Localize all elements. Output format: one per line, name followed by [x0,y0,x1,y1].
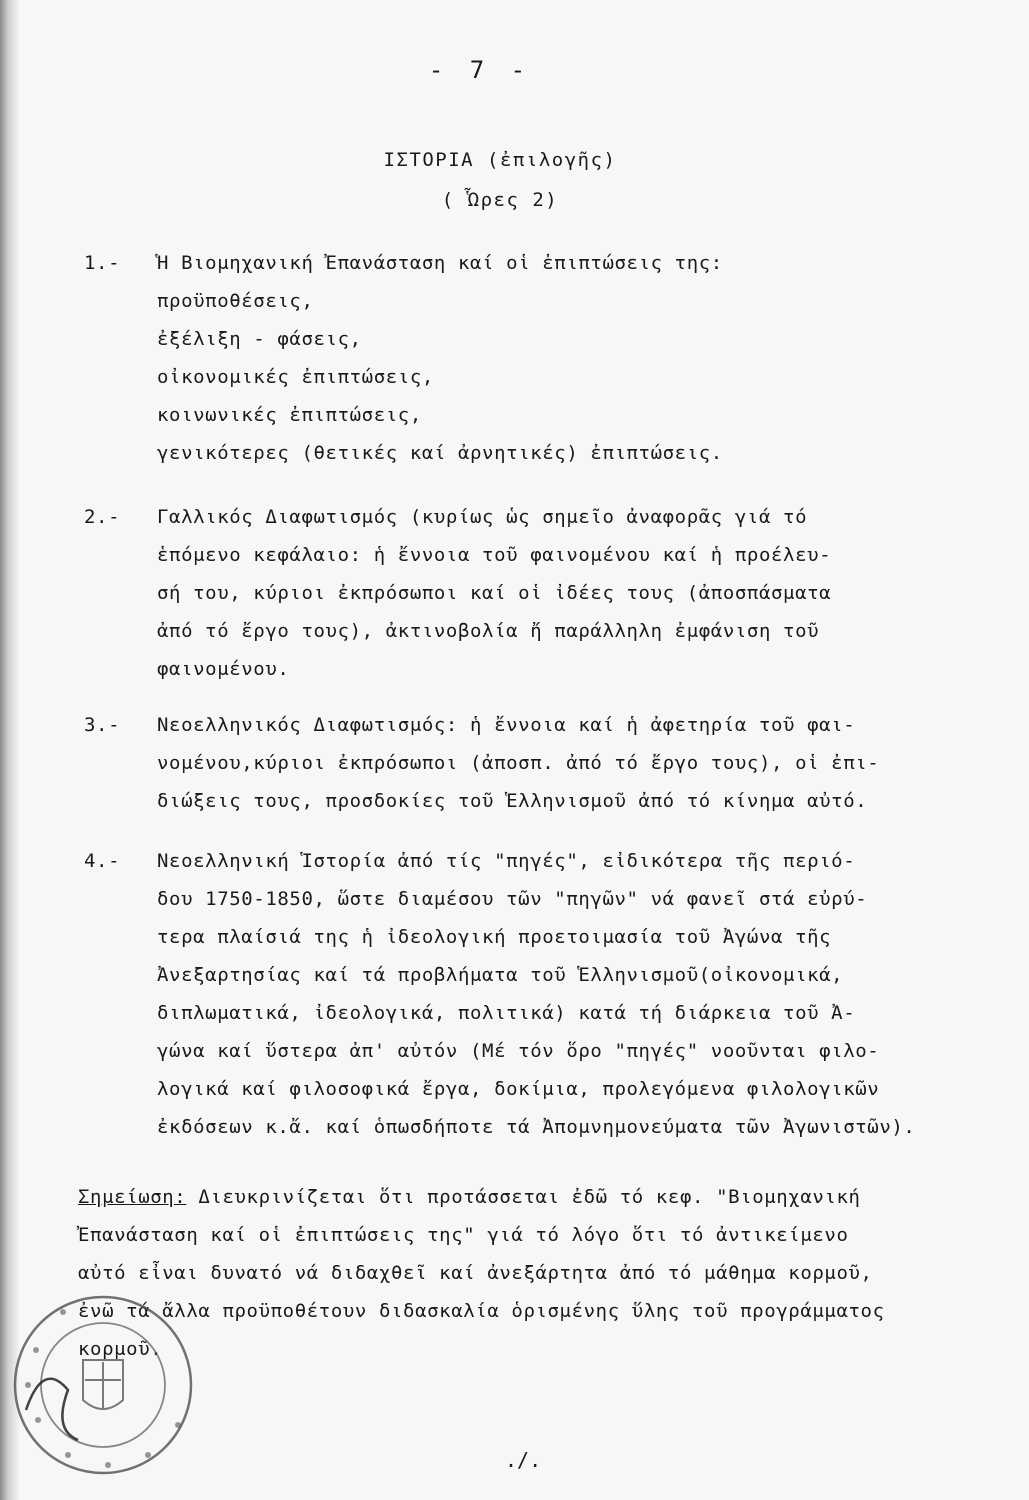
note-line: αὐτό εἶναι δυνατό νά διδαχθεῖ καί ἀνεξάρτητα ἀπό τό μάθημα κορμοῦ, [78,1262,873,1284]
scan-edge-shadow [0,0,20,1500]
section-line: ἀπό τό ἔργο τους), ἀκτινοβολία ἤ παράλληλη ἐμφάνιση τοῦ [157,620,820,642]
section-line: λογικά καί φιλοσοφικά ἔργα, δοκίμια, προλεγόμενα φιλολογικῶν [157,1078,880,1100]
section-line: τερα πλαίσιά της ἡ ἰδεολογική προετοιμασία τοῦ Ἀγώνα τῆς [157,926,832,948]
document-title-block [0,140,1000,220]
document-title: ΙΣΤΟΡΙΑ (ἐπιλογῆς) [383,149,617,171]
note-line: κορμοῦ. [78,1338,163,1360]
page-number: - 7 - [428,56,532,84]
section-3 [84,706,984,820]
section-number: 2.- [84,506,121,528]
section-line: προϋποθέσεις, [157,290,314,312]
section-line: ἐξέλιξη - φάσεις, [157,328,362,350]
section-line: γώνα καί ὕστερα ἀπ' αὐτόν (Μέ τόν ὅρο "πηγές" νοοῦνται φιλο- [157,1040,880,1062]
section-2 [84,498,984,688]
official-seal-stamp-icon [8,1290,198,1480]
section-4 [84,842,984,1146]
note-block [78,1178,998,1368]
section-number: 4.- [84,850,121,872]
section-line: διπλωματικά, ἰδεολογικά, πολιτικά) κατά τή διάρκεια τοῦ Ἀ- [157,1002,856,1024]
section-line: κοινωνικές ἐπιπτώσεις, [157,404,422,426]
note-line: Ἐπανάσταση καί οἱ ἐπιπτώσεις της" γιά τό λόγο ὅτι τό ἀντικείμενο [78,1224,849,1246]
section-line: ἐκδόσεων κ.ἄ. καί ὁπωσδήποτε τά Ἀπομνημονεύματα τῶν Ἀγωνιστῶν). [157,1116,916,1138]
section-line: φαινομένου. [157,658,290,680]
section-line: δου 1750-1850, ὥστε διαμέσου τῶν "πηγῶν" νά φανεῖ στά εὐρύ- [157,888,868,910]
section-line: νομένου,κύριοι ἐκπρόσωποι (ἀποσπ. ἀπό τό ἔργο τους), οἱ ἐπι- [157,752,880,774]
section-line: Νεοελληνικός Διαφωτισμός: ἡ ἔννοια καί ἡ ἀφετηρία τοῦ φαι- [157,714,856,736]
section-line: γενικότερες (θετικές καί ἀρνητικές) ἐπιπτώσεις. [157,442,723,464]
note-label: Σημείωση: [78,1186,187,1208]
section-line: οἰκονομικές ἐπιπτώσεις, [157,366,434,388]
note-line: Διευκρινίζεται ὅτι προτάσσεται ἐδῶ τό κεφ. "Βιομηχανική [186,1186,861,1208]
section-line: Νεοελληνική Ἱστορία ἀπό τίς "πηγές", εἰδικότερα τῆς περιό- [157,850,856,872]
section-1 [84,244,984,472]
note-line: ἐνῶ τά ἄλλα προϋποθέτουν διδασκαλία ὁρισμένης ὕλης τοῦ προγράμματος [78,1300,885,1322]
section-line: Γαλλικός Διαφωτισμός (κυρίως ὡς σημεῖο ἀναφορᾶς γιά τό [157,506,808,528]
section-line: Ἡ Βιομηχανική Ἐπανάσταση καί οἱ ἐπιπτώσεις της: [157,252,723,274]
section-line: ἑπόμενο κεφάλαιο: ἡ ἔννοια τοῦ φαινομένου καί ἡ προέλευ- [157,544,832,566]
hours-line: ( Ὧρες 2) [441,189,559,211]
section-line: Ἀνεξαρτησίας καί τά προβλήματα τοῦ Ἑλληνισμοῦ(οἰκονομικά, [157,964,844,986]
section-number: 3.- [84,714,121,736]
continuation-mark: ./. [505,1448,542,1472]
section-number: 1.- [84,252,121,274]
section-line: διώξεις τους, προσδοκίες τοῦ Ἑλληνισμοῦ ἀπό τό κίνημα αὐτό. [157,790,868,812]
section-line: σή του, κύριοι ἐκπρόσωποι καί οἱ ἰδέες τους (ἀποσπάσματα [157,582,832,604]
